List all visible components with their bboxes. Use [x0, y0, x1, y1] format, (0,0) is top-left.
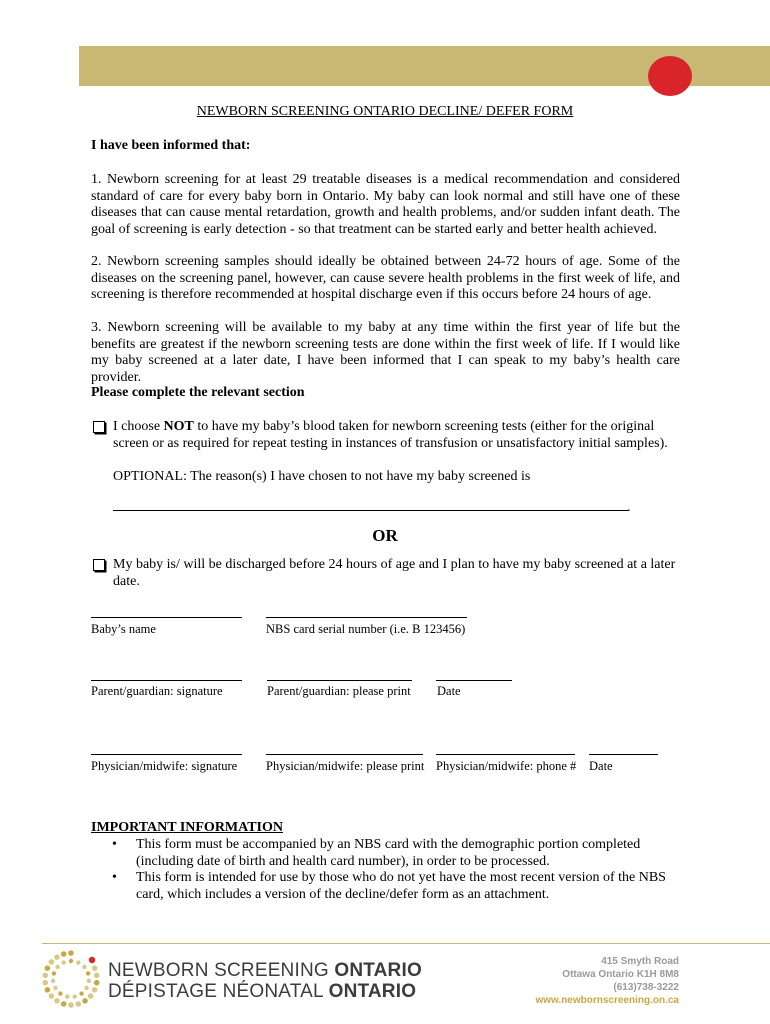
bullet-icon: •: [112, 870, 117, 886]
org-en-prefix: NEWBORN SCREENING: [108, 960, 335, 981]
defer-checkbox[interactable]: [93, 559, 105, 571]
logo-dot: [76, 960, 80, 964]
org-fr-prefix: DÉPISTAGE NÉONATAL: [108, 981, 329, 1002]
important-list: [112, 837, 672, 903]
physician-date-line[interactable]: [589, 754, 658, 755]
logo-dot: [45, 987, 51, 993]
org-en-bold: ONTARIO: [334, 960, 422, 981]
reason-line-end: .: [627, 500, 631, 515]
parent-date-label: Date: [437, 684, 461, 698]
logo-dot: [58, 991, 62, 995]
bullet-text: This form must be accompanied by an NBS card with the demographic portion completed (including date of birth and health card number), in order to be processed.: [136, 837, 641, 869]
decline-emphasis: NOT: [163, 419, 194, 434]
logo-dot: [49, 959, 55, 965]
physician-date-label: Date: [589, 759, 613, 773]
parent-date-line[interactable]: [436, 680, 512, 681]
logo-dot: [92, 965, 98, 971]
address-city: Ottawa Ontario K1H 8M8: [562, 969, 679, 980]
nbs-serial-label: NBS card serial number (i.e. B 123456): [266, 622, 466, 636]
paragraph-3: 3. Newborn screening will be available to my baby at any time within the first year of life but the benefits are greatest if the newborn screening tests are done within the first week of life. If I would like my baby screened at a later date, I have been informed that I can speak to my baby’s health care provider.: [91, 320, 680, 385]
physician-phone-line[interactable]: [436, 754, 575, 755]
logo-dot: [94, 980, 100, 986]
logo-dot: [51, 979, 55, 983]
logo-dot: [76, 1001, 82, 1007]
logo-dot: [49, 993, 55, 999]
physician-print-label: Physician/midwife: please print: [266, 759, 425, 773]
parent-print-label: Parent/guardian: please print: [267, 684, 411, 698]
logo-dot: [54, 954, 60, 960]
logo-dot: [53, 986, 57, 990]
logo-dot: [79, 991, 83, 995]
defer-option-text: My baby is/ will be discharged before 24 hours of age and I plan to have my baby screened at a later date.: [113, 557, 676, 589]
logo-dot: [61, 960, 65, 964]
red-circle-mark: [648, 56, 692, 96]
form-title: NEWBORN SCREENING ONTARIO DECLINE/ DEFER FORM: [196, 104, 574, 119]
org-name-french: [108, 981, 416, 1003]
list-item: [112, 837, 672, 870]
reason-input-line[interactable]: [113, 510, 628, 511]
logo-dot: [65, 994, 69, 998]
logo-dot: [42, 980, 48, 986]
parent-print-line[interactable]: [267, 680, 412, 681]
optional-reason-label: OPTIONAL: The reason(s) I have chosen to not have my baby screened is: [113, 469, 531, 484]
logo-dot: [61, 951, 67, 957]
logo-dot: [88, 993, 94, 999]
website-link[interactable]: www.newbornscreening.on.ca: [535, 995, 679, 1006]
logo-dot: [82, 998, 88, 1004]
logo-dot: [86, 971, 90, 975]
logo-dot: [52, 971, 56, 975]
nbs-serial-line[interactable]: [266, 617, 467, 618]
informed-heading: I have been informed that:: [91, 138, 251, 153]
logo-dot: [94, 972, 100, 978]
logo-dot: [61, 1001, 67, 1007]
decline-checkbox[interactable]: [93, 421, 105, 433]
paragraph-1: 1. Newborn screening for at least 29 treatable diseases is a medical recommendation and considered standard of care for every baby born in Ontario. My baby can look normal and still have one of these diseases that can cause mental retardation, growth and health problems, and/or sudden infant death. The goal of screening is early detection - so that treatment can be started early and better health achieved.: [91, 172, 680, 237]
logo-dot: [42, 972, 48, 978]
physician-print-line[interactable]: [266, 754, 423, 755]
logo-dot: [73, 994, 77, 998]
bullet-icon: •: [112, 837, 117, 852]
org-name-english: [108, 960, 422, 982]
important-heading: IMPORTANT INFORMATION: [91, 820, 284, 835]
bullet-text: This form is intended for use by those who do not yet have the most recent version of the NBS card, which includes a version of the decline/defer form as an attachment.: [136, 870, 666, 902]
physician-signature-label: Physician/midwife: signature: [91, 759, 238, 773]
babys-name-line[interactable]: [91, 617, 242, 618]
parent-signature-line[interactable]: [91, 680, 242, 681]
address-street: 415 Smyth Road: [601, 956, 679, 967]
decline-prefix: I choose: [113, 419, 164, 434]
decline-option-text: [113, 419, 693, 452]
parent-signature-label: Parent/guardian: signature: [91, 684, 223, 698]
or-divider: OR: [372, 526, 398, 545]
logo-dot: [87, 979, 91, 983]
logo-dot: [82, 965, 86, 969]
logo-red-dot: [89, 957, 95, 963]
logo-dot: [55, 965, 59, 969]
logo-dot: [45, 965, 51, 971]
dotted-circle-logo-icon: [40, 948, 102, 1010]
logo-dot: [92, 987, 98, 993]
physician-phone-label: Physician/midwife: phone #: [436, 759, 577, 773]
decline-rest: to have my baby’s blood taken for newborn screening tests (either for the original screen or as required for repeat testing in instances of transfusion or unsatisfactory initial samples).: [113, 419, 668, 451]
logo-dot: [68, 1002, 74, 1008]
logo-dot: [68, 950, 74, 956]
logo-dot: [54, 998, 60, 1004]
phone-number: (613)738-3222: [613, 982, 679, 993]
physician-signature-line[interactable]: [91, 754, 242, 755]
babys-name-label: Baby’s name: [91, 622, 156, 636]
paragraph-2: 2. Newborn screening samples should ideally be obtained between 24-72 hours of age. Some of the diseases on the screening panel, however, can cause severe health problems in the first week of life, and screening is therefore recommended at hospital discharge even if this occurs before 24 hours of age.: [91, 254, 680, 303]
logo-dot: [84, 986, 88, 990]
list-item: [112, 870, 672, 903]
footer-divider: [42, 943, 770, 944]
org-fr-bold: ONTARIO: [328, 981, 417, 1002]
section-heading: Please complete the relevant section: [91, 385, 305, 400]
logo-dot: [69, 959, 73, 963]
